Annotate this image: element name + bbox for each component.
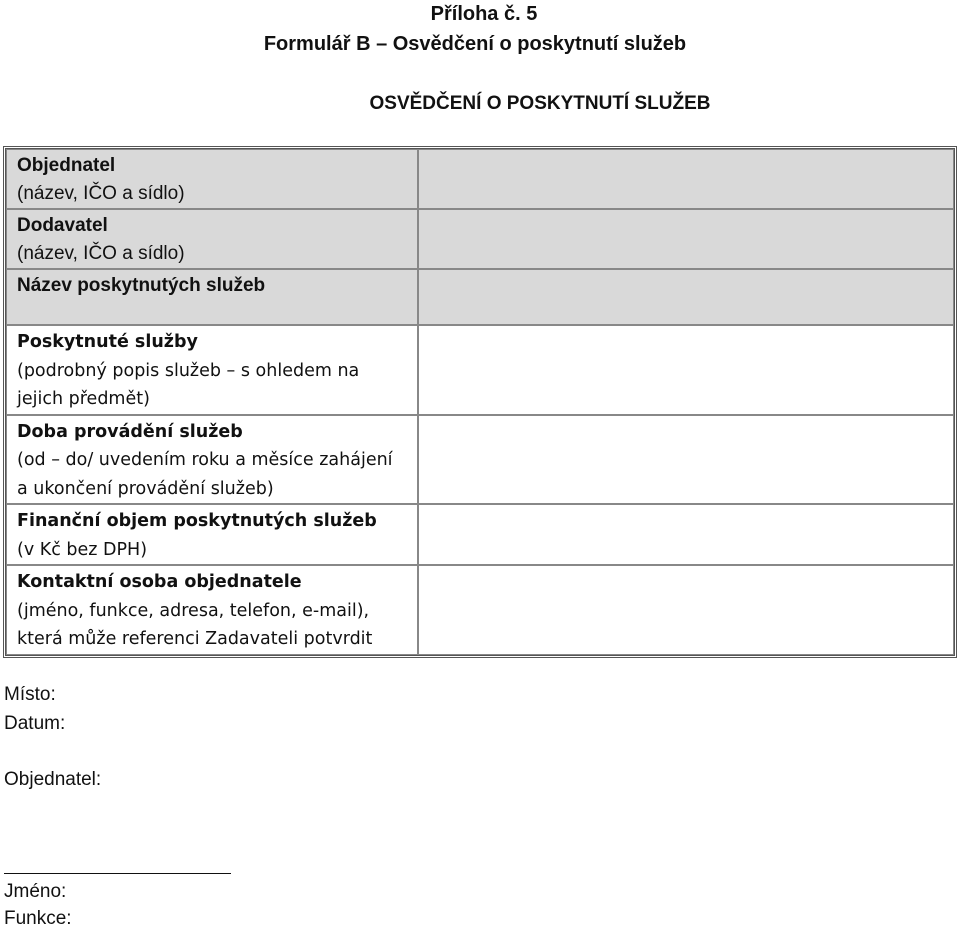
document-heading: OSVĚDČENÍ O POSKYTNUTÍ SLUŽEB: [369, 93, 711, 114]
supplier-value-field[interactable]: [418, 209, 954, 269]
contact-title: Kontaktní osoba objednatele: [17, 572, 302, 592]
function-label: Funkce:: [4, 908, 72, 929]
row-service-name-label: [6, 269, 418, 325]
duration-value-field[interactable]: [418, 415, 954, 505]
volume-note: (v Kč bez DPH): [17, 539, 148, 560]
annex-label: Příloha č. 5: [430, 3, 538, 25]
duration-note: (od – do/ uvedením roku a měsíce zahájení a ukončení provádění služeb): [17, 450, 393, 499]
row-volume-label: [6, 504, 418, 565]
place-label: Místo:: [4, 684, 56, 705]
row-duration-label: [6, 415, 418, 505]
form-title: Formulář B – Osvědčení o poskytnutí služeb: [263, 33, 687, 55]
contact-value-field[interactable]: [418, 565, 954, 655]
duration-title: Doba provádění služeb: [17, 421, 243, 442]
row-supplier-label: [6, 209, 418, 269]
certificate-table: [3, 146, 957, 658]
name-label: Jméno:: [4, 881, 67, 902]
row-services-label: [6, 325, 418, 415]
row-contact-label: [6, 565, 418, 655]
services-title: Poskytnuté služby: [17, 332, 198, 352]
contact-note: (jméno, funkce, adresa, telefon, e-mail), která může referenci Zadavateli potvrdit: [17, 600, 373, 649]
services-value-field[interactable]: [418, 325, 954, 415]
volume-value-field[interactable]: [418, 504, 954, 565]
service-name-title: Název poskytnutých služeb: [17, 275, 266, 296]
client-title: Objednatel: [17, 155, 116, 176]
client-signature-label: Objednatel:: [4, 769, 102, 790]
supplier-note: (název, IČO a sídlo): [17, 243, 185, 264]
services-note: (podrobný popis služeb – s ohledem na jejich předmět): [17, 360, 360, 409]
signature-line: [4, 873, 231, 874]
date-label: Datum:: [4, 713, 66, 734]
volume-title: Finanční objem poskytnutých služeb: [17, 511, 377, 531]
row-client-label: [6, 149, 418, 209]
supplier-title: Dodavatel: [17, 215, 108, 236]
client-value-field[interactable]: [418, 149, 954, 209]
client-note: (název, IČO a sídlo): [17, 183, 185, 204]
service-name-value-field[interactable]: [418, 269, 954, 325]
